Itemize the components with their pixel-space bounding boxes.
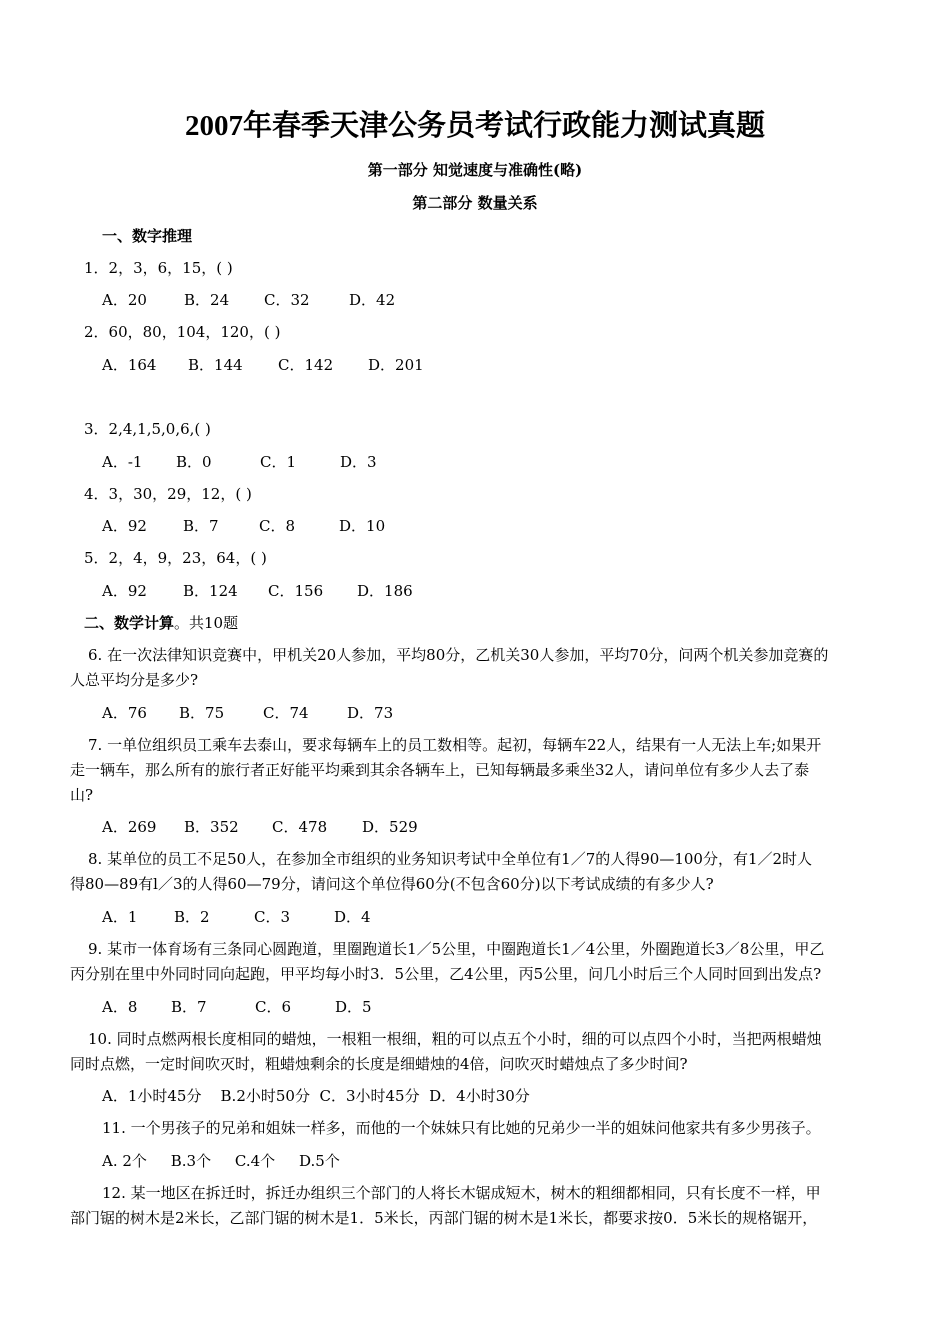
- question-1-options: [102, 290, 395, 310]
- option: D．42: [349, 291, 396, 309]
- option: D．73: [347, 704, 394, 722]
- question-5: 5．2，4，9，23，64，( ): [84, 549, 267, 567]
- option: B．0: [176, 453, 212, 471]
- question-11: 11. 一个男孩子的兄弟和姐妹一样多，而他的一个妹妹只有比她的兄弟少一半的姐妹问他家共有多少男孩子。: [102, 1119, 821, 1137]
- question-9-line-1: 9. 某市一体育场有三条同心圆跑道，里圈跑道长1／5公里，中圈跑道长1／4公里，外圈跑道长3／8公里，甲乙: [88, 940, 825, 958]
- question-4-options: [102, 516, 385, 536]
- option: A．92: [102, 582, 147, 600]
- option: D．186: [357, 582, 413, 600]
- question-7-line-2: 走一辆车，那么所有的旅行者正好能平均乘到其余各辆车上，已知每辆最多乘坐32人，请问单位有多少人去了泰: [70, 761, 810, 779]
- option: B．144: [188, 356, 243, 374]
- question-8-options: [102, 907, 371, 927]
- question-2: 2．60，80，104，120，( ): [84, 323, 281, 341]
- question-10-options: A．1小时45分 B.2小时50分 C．3小时45分 D．4小时30分: [102, 1087, 530, 1105]
- option: A．8: [102, 998, 138, 1016]
- option: A．76: [102, 704, 147, 722]
- option: B．124: [183, 582, 238, 600]
- option: C．74: [263, 704, 309, 722]
- option: C．32: [264, 291, 310, 309]
- question-8-line-1: 8. 某单位的员工不足50人，在参加全市组织的业务知识考试中全单位有1／7的人得90—100分，有1／2时人: [88, 850, 813, 868]
- part1-heading: 第一部分 知觉速度与准确性(略): [367, 161, 583, 179]
- question-9-options: [102, 997, 372, 1017]
- option: C．8: [259, 517, 296, 535]
- section2-count: 。共10题: [174, 614, 239, 632]
- question-6-line-2: 人总平均分是多少?: [70, 671, 199, 689]
- question-6-options: [102, 703, 393, 723]
- section1-heading: 一、数字推理: [102, 227, 193, 245]
- question-10-line-1: 10. 同时点燃两根长度相同的蜡烛，一根粗一根细，粗的可以点五个小时，细的可以点四个小时，当把两根蜡烛: [88, 1030, 822, 1048]
- option: C．142: [278, 356, 334, 374]
- question-3-options: [102, 452, 377, 472]
- option: C．156: [268, 582, 324, 600]
- option: A．92: [102, 517, 147, 535]
- option: C．6: [255, 998, 292, 1016]
- question-4: 4．3，30，29，12，( ): [84, 485, 252, 503]
- option: A．1: [102, 908, 138, 926]
- option: A．-1: [102, 453, 143, 471]
- option: C．1: [260, 453, 297, 471]
- option: D．529: [362, 818, 418, 836]
- question-3: 3．2,4,1,5,0,6,( ): [84, 420, 211, 438]
- option: A．20: [102, 291, 147, 309]
- option: D．10: [339, 517, 386, 535]
- option: A．269: [102, 818, 157, 836]
- question-11-options: A. 2个 B.3个 C.4个 D.5个: [102, 1152, 340, 1170]
- question-2-options: [102, 355, 424, 375]
- section2-label: 二、数学计算: [84, 614, 175, 632]
- section2-heading: [84, 613, 890, 633]
- question-6-line-1: 6. 在一次法律知识竞赛中，甲机关20人参加，平均80分，乙机关30人参加，平均70分，问两个机关参加竞赛的: [88, 646, 829, 664]
- option: B．75: [179, 704, 225, 722]
- option: D．4: [334, 908, 371, 926]
- option: D．3: [340, 453, 377, 471]
- question-12-line-2: 部门锯的树木是2米长，乙部门锯的树木是1．5米长，丙部门锯的树木是1米长，都要求按0．5米长的规格锯开，: [70, 1209, 818, 1227]
- option: D．201: [368, 356, 424, 374]
- question-10-line-2: 同时点燃，一定时间吹灭时，粗蜡烛剩余的长度是细蜡烛的4倍，问吹灭时蜡烛点了多少时间?: [70, 1055, 688, 1073]
- document-title: 2007年春季天津公务员考试行政能力测试真题: [184, 110, 765, 142]
- option: B．2: [174, 908, 210, 926]
- question-5-options: [102, 581, 413, 601]
- option: D．5: [335, 998, 372, 1016]
- option: B．7: [171, 998, 207, 1016]
- option: C．3: [254, 908, 291, 926]
- question-1: 1．2，3，6，15，( ): [84, 259, 233, 277]
- question-8-line-2: 得80—89有l／3的人得60—79分，请问这个单位得60分(不包含60分)以下考试成绩的有多少人?: [70, 875, 714, 893]
- option: C．478: [272, 818, 328, 836]
- question-9-line-2: 丙分别在里中外同时同向起跑，甲平均每小时3．5公里，乙4公里，丙5公里，问几小时后三个人同时回到出发点?: [70, 965, 822, 983]
- option: A．164: [102, 356, 157, 374]
- part2-heading: 第二部分 数量关系: [412, 194, 538, 212]
- question-7-options: [102, 817, 418, 837]
- option: B．352: [184, 818, 239, 836]
- option: B．7: [183, 517, 219, 535]
- option: B．24: [184, 291, 230, 309]
- question-12-line-1: 12. 某一地区在拆迁时，拆迁办组织三个部门的人将长木锯成短木，树木的粗细都相同，只有长度不一样，甲: [102, 1184, 821, 1202]
- question-7-line-3: 山?: [70, 786, 94, 804]
- question-7-line-1: 7. 一单位组织员工乘车去泰山，要求每辆车上的员工数相等。起初，每辆车22人，结果有一人无法上车;如果开: [88, 736, 822, 754]
